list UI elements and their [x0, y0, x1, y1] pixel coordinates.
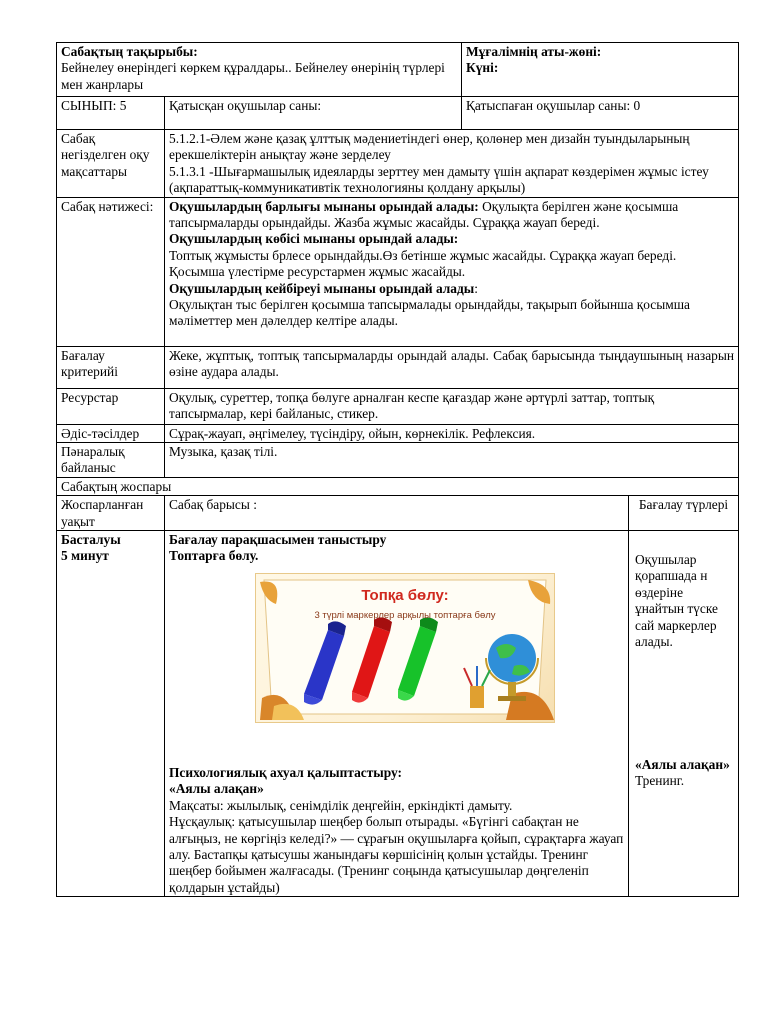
goals-cell: [165, 130, 739, 198]
criteria-row: [57, 346, 739, 388]
header-row: [57, 43, 739, 97]
resources-text: Оқулық, суреттер, топқа бөлуге арналған кеспе қағаздар және әртүрлі заттар, топтық тапсырмалар, кері байланыс, стикер.: [165, 388, 739, 424]
image-spacer: [169, 723, 624, 765]
lesson-plan: [56, 42, 738, 897]
group-split-picture: [255, 573, 555, 723]
start-progress-cell: [165, 531, 629, 897]
class-row: [57, 97, 739, 130]
goal-2: 5.1.3.1 -Шығармашылық идеяларды зерттеу мен дамыту үшін ақпарат көздерімен жұмыс істеу (ақпараттық-коммуникативтік технологияны қолдану арқылы): [169, 163, 709, 196]
results-some: [169, 281, 734, 297]
step-groups: Топтарға бөлу.: [169, 548, 259, 564]
results-row: [57, 197, 739, 346]
results-all-text: Оқулықта берілген және қосымша тапсырмаларды орындайды. Жазба жұмыс жасайды. Сұраққа жауап береді.: [169, 198, 679, 231]
topic-label: Сабақтың тақырыбы:: [61, 44, 198, 59]
eval-training: Тренинг.: [635, 772, 685, 788]
criteria-label: Бағалау критерийі: [57, 346, 165, 388]
start-eval-cell: [629, 531, 739, 897]
lesson-plan-table: [56, 42, 739, 897]
links-row: [57, 443, 739, 478]
instruction-text: Нұсқаулық: қатысушылар шеңбер болып отырады. «Бүгінгі сабақтан не алғыңыз, не көргіңіз келеді?» — сұрағын оқушыларға қойып, сұрақтарға жауап алу. Бастапқы қатысушы жанындағы көршісінің қолын ұстайды. Тренинг шеңбер бойымен жалғасады. (Тренинг соңында қатысушылар дөңгеленіп қолдарын ұстайды): [169, 814, 624, 895]
col-time-header: Жоспарланған уақыт: [57, 496, 165, 531]
aim-text: Мақсаты: жылылық, сенімділік деңгейін, еркіндікті дамыту.: [169, 797, 513, 813]
results-all: [169, 199, 734, 232]
plan-title: Сабақтың жоспары: [57, 477, 739, 495]
methods-text: Сұрақ-жауап, әңгімелеу, түсіндіру, ойын, көрнекілік. Рефлексия.: [165, 424, 739, 442]
start-time-cell: [57, 531, 165, 897]
teacher-label: Мұғалімнің аты-жөні:: [466, 44, 602, 59]
results-cell: [165, 197, 739, 346]
results-some-text: Оқулықтан тыс берілген қосымша тапсырмалады орындайды, тақырып бойынша қосымша мәліметтер мен дәлелдер келтіре алады.: [169, 297, 690, 329]
plan-header-row: [57, 496, 739, 531]
col-eval-header: Бағалау түрлері: [629, 496, 739, 531]
plan-title-row: [57, 477, 739, 495]
links-label: Пәнаралық байланыс: [57, 443, 165, 478]
start-time-label: Басталуы: [61, 532, 121, 548]
eval-spacer: [633, 651, 734, 757]
methods-label: Әдіс-тәсілдер: [57, 424, 165, 442]
goals-row: [57, 130, 739, 198]
results-some-head: Оқушылардың кейбіреуі мынаны орындай алады: [169, 280, 475, 296]
resources-row: [57, 388, 739, 424]
game-name: «Аялы алақан»: [169, 781, 264, 797]
results-most-text: Топтық жұмысты брлесе орындайды.Өз бетінше жұмыс жасайды. Сұраққа жауап береді. Қосымша үлестірме ресурстармен жұмыс жасайды.: [169, 247, 677, 280]
results-label: Сабақ нәтижесі:: [57, 197, 165, 346]
links-text: Музыка, қазақ тілі.: [165, 443, 739, 478]
resources-label: Ресурстар: [57, 388, 165, 424]
results-some-colon: :: [474, 280, 478, 296]
step-intro: Бағалау парақшасымен таныстыру: [169, 532, 387, 548]
start-row: [57, 531, 739, 897]
image-title: Топқа бөлу:: [361, 586, 449, 604]
results-all-head: Оқушылардың барлығы мынаны орындай алады:: [169, 198, 479, 214]
col-progress-header: Сабақ барысы :: [165, 496, 629, 531]
methods-row: [57, 424, 739, 442]
results-most-head: Оқушылардың көбісі мынаны орындай алады:: [169, 231, 459, 247]
goals-label: Сабақ негізделген оқу мақсаттары: [57, 130, 165, 198]
eval-text: Оқушылар қорапшада н өздеріне ұнайтын түске сай маркерлер алады.: [635, 552, 718, 650]
criteria-text: Жеке, жұптық, топтық тапсырмаларды орындай алады. Сабақ барысында тыңдаушының назарын өзіне аудара алады.: [165, 346, 739, 388]
eval-game: «Аялы алақан»: [635, 756, 730, 772]
start-time-value: 5 минут: [61, 548, 109, 564]
psych-head: Психологиялық ахуал қалыптастыру:: [169, 764, 403, 780]
teacher-cell: [462, 43, 739, 97]
topic-text: Бейнелеу өнеріндегі көркем құралдары.. Бейнелеу өнерінің түрлері мен жанрлары: [61, 60, 445, 92]
present-cell: Қатысқан оқушылар саны:: [165, 97, 462, 130]
image-subtitle: 3 түрлі маркерлер арқылы топтарға бөлу: [314, 609, 496, 621]
goal-1: 5.1.2.1-Әлем және қазақ ұлттық мәдениетіндегі өнер, қолөнер мен дизайн туындыларының ерекшеліктерін анықтау және зерделеу: [169, 131, 690, 163]
topic-cell: [57, 43, 462, 97]
absent-cell: Қатыспаған оқушылар саны: 0: [462, 97, 739, 130]
grade-cell: СЫНЫП: 5: [57, 97, 165, 130]
date-label: Күні:: [466, 60, 499, 76]
